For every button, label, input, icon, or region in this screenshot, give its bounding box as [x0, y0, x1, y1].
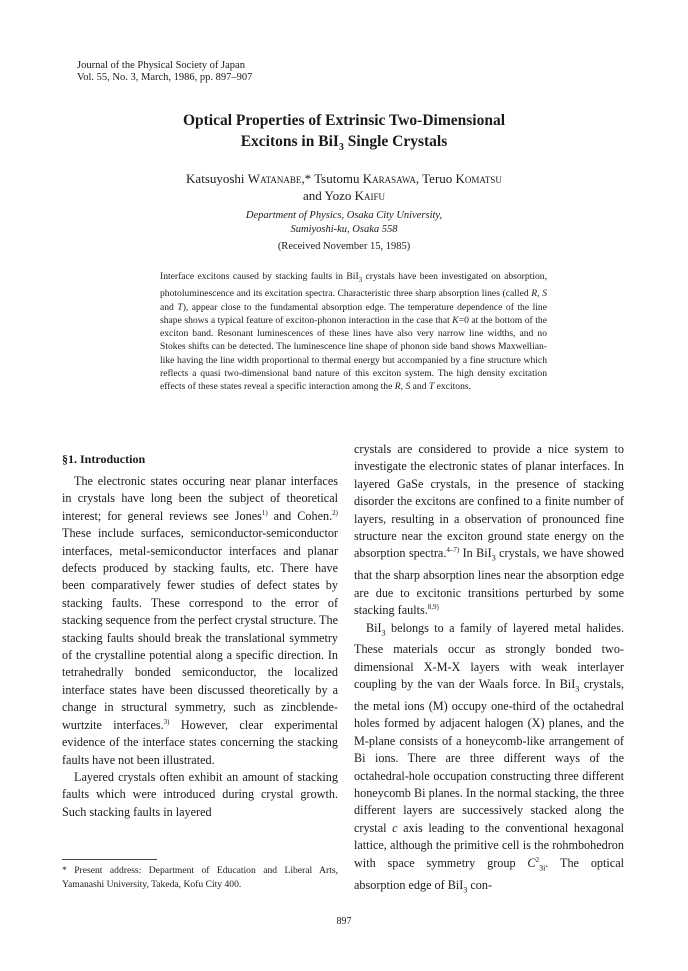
footnote-divider [62, 859, 157, 860]
math-symbol: R [531, 288, 538, 300]
subscript: 3i [539, 863, 546, 873]
separator: , [415, 171, 423, 186]
author-list [0, 170, 688, 204]
title-text: Excitons in BiI [240, 133, 339, 150]
page-number: 897 [336, 916, 352, 927]
body-text: However, clear experimental evidence of the interface states concerning the stacking faults have not been illustrated. [62, 717, 339, 767]
right-column [354, 441, 624, 898]
paragraph [354, 441, 624, 620]
affiliation [0, 209, 688, 237]
math-symbol: S [542, 288, 548, 300]
authors-line-1 [0, 170, 688, 187]
author-last-name: Karasawa [362, 171, 416, 186]
author-last-name: Watanabe [247, 171, 302, 186]
abstract-text: Interface excitons caused by stacking faults in BiI [160, 271, 359, 282]
citation: 4–7) [446, 546, 460, 555]
paragraph: Layered crystals often exhibit an amount of stacking faults which were introduced during crystal growth. Such stacking faults in layered [62, 769, 338, 819]
subscript: 3 [463, 884, 468, 894]
footnote: * Present address: Department of Education and Liberal Arts, Yamanashi University, Takeda, Kofu City 400. [62, 865, 338, 890]
body-text: belongs to a family of layered metal halides. These materials occur as strongly bonded two-dimensional X-M-X layers with weak interlayer coupling by the van der Waals force. In BiI [354, 620, 624, 692]
journal-citation [77, 60, 252, 84]
body-text: crystals are considered to provide a nice system to investigate the electronic states of planar interfaces. In layered GaSe crystals, in the presence of stacking disorder the excitons are confined to a finite number of layers, resulting in a observation of pronounced fine structure near the exciton ground state energy on the absorption spectra. [354, 442, 624, 561]
journal-volume: Vol. 55, No. 3, March, 1986, pp. 897–907 [77, 72, 253, 83]
body-text: and Cohen. [267, 508, 333, 523]
body-text: These include surfaces, semiconductor-semiconductor interfaces, metal-semiconductor interfaces and planar defects produced by stacking faults, etc. There have been comparatively fewer studies of defect states by stacking faults. These correspond to the error of stacking sequence from the perfect crystal structure. The stacking faults should break the translational symmetry of the crystalline potential along a specific direction. In tetrahedrally bonded semiconductor, the localized interface states have been discussed theoretically by a change in structural symmetry, such as zincblende-wurtzite interfaces. [62, 526, 338, 732]
abstract-text: =0 at the bottom of the exciton band. Resonant luminescences of these lines have also very narrow line widths, and no Stokes shifts can be detected. The luminescence line shape of phonon side band shows Maxwellian-like having the line width proportional to thermal energy but accompanied by a fine structure which reflects a quasi two-dimensional band nature of this exciton system. The high density excitation effects of these states reveal a specific interaction among the [160, 314, 547, 393]
body-text: con- [467, 877, 493, 892]
journal-name: Journal of the Physical Society of Japan [77, 60, 245, 71]
math-symbol: R [394, 381, 401, 393]
affiliation-line: Department of Physics, Osaka City University, [245, 210, 443, 221]
abstract-text: , [537, 288, 543, 300]
body-text: crystals, we have showed that the sharp absorption lines near the absorption edge are due to excitonic transitions perturbed by some stacking faults. [354, 546, 624, 618]
title-line-1: Optical Properties of Extrinsic Two-Dimensional [182, 112, 506, 129]
math-symbol: T [177, 301, 183, 313]
citation: 8,9) [427, 603, 439, 612]
author-conjunction: and [302, 188, 325, 203]
author-first-name: Katsuyoshi [186, 171, 248, 186]
author-last-name: Komatsu [455, 171, 502, 186]
author-first-name: Teruo [422, 171, 456, 186]
title-text: Single Crystals [343, 133, 448, 150]
paper-title [0, 110, 688, 158]
received-date: (Received November 15, 1985) [277, 241, 411, 252]
paragraph [354, 620, 624, 899]
math-symbol: T [428, 381, 435, 393]
abstract-text: crystals have been investigated on absorption, photoluminescence and its excitation spectra. Characteristic three sharp absorption lines (called [160, 271, 547, 300]
author-first-name: Yozo [324, 188, 355, 203]
abstract-text: ), appear close to the fundamental absorption edge. The temperature dependence of the line shape shows a typical feature of exciton-phonon interaction in the case that [160, 301, 547, 326]
body-text: In BiI [459, 546, 492, 561]
affiliation-line: Sumiyoshi-ku, Osaka 558 [290, 224, 398, 235]
body-text: The electronic states occuring near planar interfaces in crystals have long been the subject of theoretical interest; for general reviews see Jones [62, 474, 338, 523]
abstract-text: and [410, 381, 429, 393]
abstract-text: , [400, 381, 406, 393]
paragraph [62, 473, 338, 769]
author-first-name: Tsutomu [314, 171, 363, 186]
authors-line-2 [0, 187, 688, 204]
math-symbol: K [452, 314, 459, 326]
author-last-name: Kaifu [354, 188, 386, 203]
title-subscript: 3 [338, 142, 344, 154]
citation: 2) [332, 508, 338, 517]
subscript: 3 [358, 275, 363, 284]
footnote-mark: ,* [301, 171, 315, 186]
abstract [160, 270, 547, 394]
title-line-2 [0, 131, 688, 158]
superscript: 2 [535, 855, 540, 864]
citation: 3) [163, 717, 170, 726]
section-heading: §1. Introduction [62, 452, 146, 466]
subscript: 3 [381, 627, 386, 637]
subscript: 3 [491, 553, 496, 563]
body-text: BiI [366, 620, 382, 635]
citation: 1) [261, 508, 268, 517]
math-symbol: S [405, 381, 411, 393]
math-symbol: c [392, 820, 398, 835]
body-text: axis leading to the conventional hexagonal lattice, although the primitive cell is the rohmbohedron with space symmetry group [354, 820, 624, 870]
left-column [62, 473, 338, 821]
body-text: crystals, the metal ions (M) occupy one-third of the octahedral holes formed by adjacent halogen (X) planes, and the M-plane consists of a honeycomb-like arrangement of Bi ions. There are three different ways of the octahedral-hole occupation constructing three different honeycomb Bi planes. In the normal stacking, the three different layers are successively stacked along the crystal [354, 677, 624, 835]
math-symbol: C [527, 855, 536, 870]
abstract-text: excitons. [434, 381, 472, 393]
subscript: 3 [575, 684, 580, 694]
body-text: . The optical absorption edge of BiI [354, 855, 624, 892]
abstract-text: and [160, 301, 178, 313]
